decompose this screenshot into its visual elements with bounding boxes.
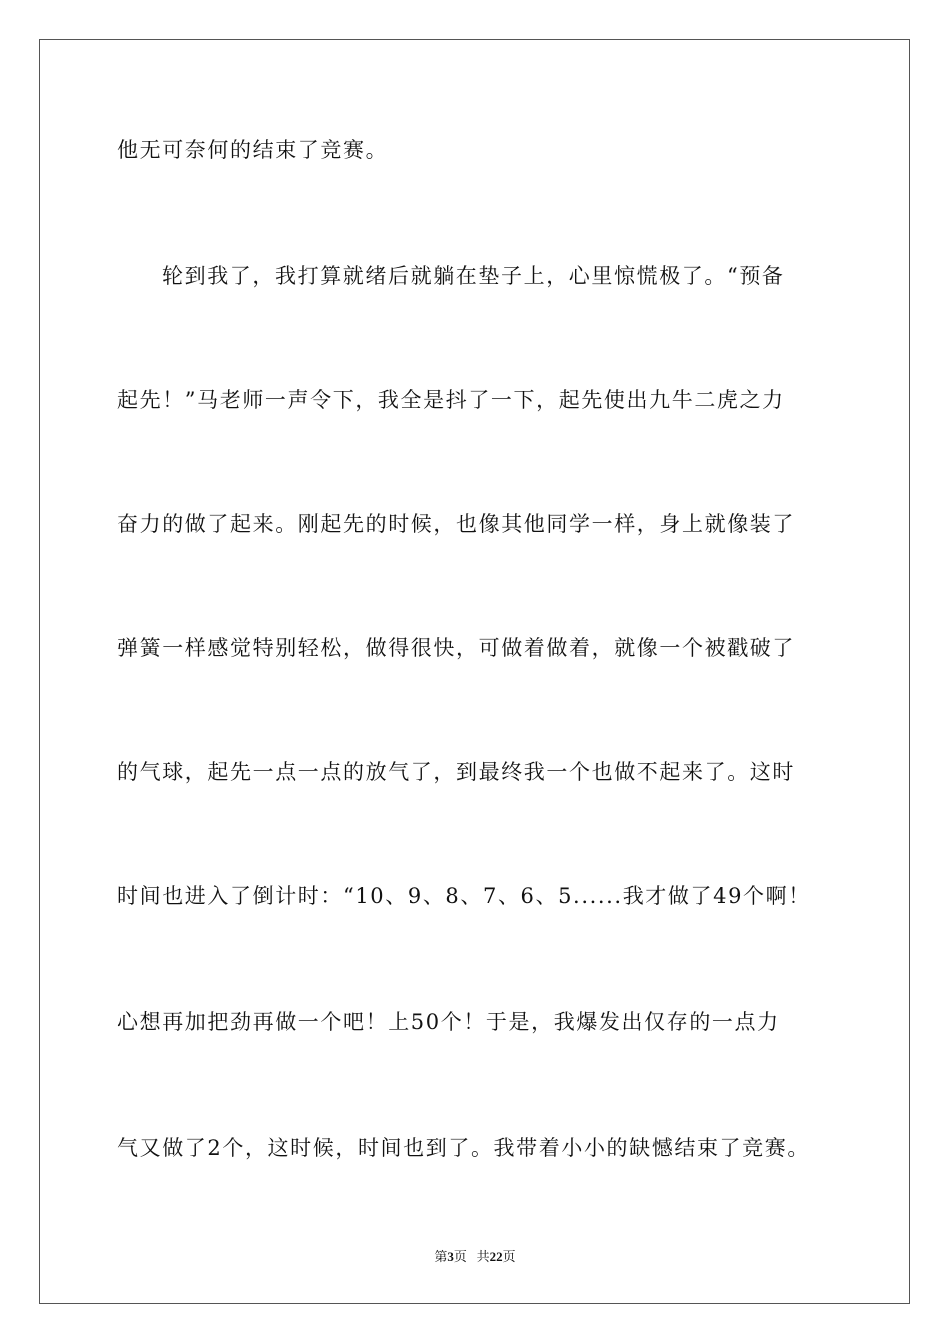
paragraph-line-8: 心想再加把劲再做一个吧！上50个！于是，我爆发出仅存的一点力 bbox=[117, 1010, 780, 1034]
paragraph-line-2: 轮到我了，我打算就绪后就躺在垫子上，心里惊慌极了。“预备 bbox=[162, 264, 785, 288]
page-number: 3 bbox=[447, 1249, 454, 1264]
paragraph-line-4: 奋力的做了起来。刚起先的时候，也像其他同学一样，身上就像装了 bbox=[117, 512, 795, 536]
paragraph-line-9: 气又做了2个，这时候，时间也到了。我带着小小的缺憾结束了竞赛。 bbox=[117, 1136, 810, 1160]
paragraph-line-6: 的气球，起先一点一点的放气了，到最终我一个也做不起来了。这时 bbox=[117, 760, 795, 784]
page-prefix: 第 bbox=[434, 1249, 448, 1264]
paragraph-line-7: 时间也进入了倒计时：“10、9、8、7、6、5......我才做了49个啊！ bbox=[117, 884, 811, 908]
page-frame bbox=[39, 39, 910, 1304]
page-footer bbox=[0, 1249, 950, 1265]
total-pages: 22 bbox=[489, 1249, 503, 1264]
page-suffix: 页 bbox=[453, 1249, 467, 1264]
paragraph-line-5: 弹簧一样感觉特别轻松，做得很快，可做着做着，就像一个被戳破了 bbox=[117, 636, 795, 660]
total-prefix: 共 bbox=[476, 1249, 490, 1264]
paragraph-line-1: 他无可奈何的结束了竞赛。 bbox=[117, 138, 389, 162]
paragraph-line-3: 起先！”马老师一声令下，我全是抖了一下，起先使出九牛二虎之力 bbox=[117, 388, 785, 412]
total-suffix: 页 bbox=[502, 1249, 516, 1264]
